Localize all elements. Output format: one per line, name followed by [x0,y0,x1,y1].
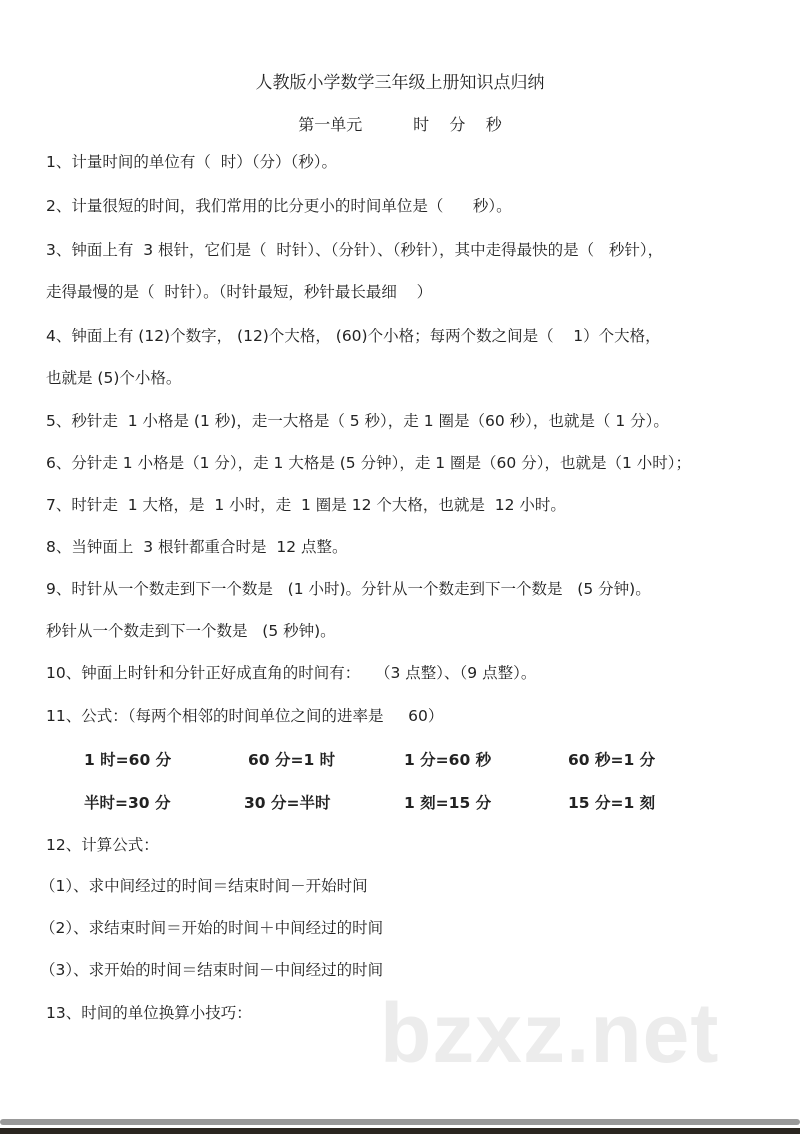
item-4: 4、钟面上有 (12)个数字， (12)个大格， (60)个小格；每两个数之间是（ 1）个大格， [46,327,661,345]
document-title: 人教版小学数学三年级上册知识点归纳 [255,73,545,93]
item-9-cont: 秒针从一个数走到下一个数是 (5 秒钟)。 [46,622,336,640]
item-5: 5、秒针走 1 小格是 (1 秒)，走一大格是（ 5 秒），走 1 圈是（60 秒），也就是（ 1 分）。 [46,412,669,430]
formula: 1 时=60 分 [84,751,172,769]
item-13: 13、时间的单位换算小技巧： [46,1004,252,1022]
item-10: 10、钟面上时针和分针正好成直角的时间有： （3 点整）、（9 点整）。 [46,664,537,682]
item-2: 2、计量很短的时间，我们常用的比分更小的时间单位是（ 秒）。 [46,197,512,215]
formula: 30 分=半时 [244,794,331,812]
item-12-3: （3）、求开始的时间＝结束时间－中间经过的时间 [40,961,384,979]
item-3-cont: 走得最慢的是（ 时针）。（时针最短，秒针最长最细 ） [46,283,433,301]
formula: 15 分=1 刻 [568,794,656,812]
formula: 1 刻=15 分 [404,794,492,812]
background-strip [0,1128,800,1134]
horizontal-scrollbar[interactable] [0,1119,800,1125]
formula: 60 分=1 时 [248,751,336,769]
item-7: 7、时针走 1 大格，是 1 小时，走 1 圈是 12 个大格，也就是 12 小时。 [46,496,566,514]
item-1: 1、计量时间的单位有（ 时）（分）（秒）。 [46,153,337,171]
item-6: 6、分针走 1 小格是（1 分），走 1 大格是 (5 分钟），走 1 圈是（60 分），也就是（1 小时）； [46,454,692,472]
item-12-2: （2）、求结束时间＝开始的时间＋中间经过的时间 [40,919,384,937]
item-9: 9、时针从一个数走到下一个数是 (1 小时)。分针从一个数走到下一个数是 (5 分钟)。 [46,580,651,598]
item-4-cont: 也就是 (5)个小格。 [46,369,182,387]
unit-heading: 第一单元 时 分 秒 [298,115,502,134]
item-11: 11、公式：（每两个相邻的时间单位之间的进率是 60） [46,707,444,725]
formula: 1 分=60 秒 [404,751,492,769]
item-8: 8、当钟面上 3 根针都重合时是 12 点整。 [46,538,348,556]
watermark: bzxz.net [380,986,720,1080]
item-12-1: （1）、求中间经过的时间＝结束时间－开始时间 [40,877,368,895]
formula: 60 秒=1 分 [568,751,656,769]
formula: 半时=30 分 [84,794,171,812]
item-3: 3、钟面上有 3 根针，它们是（ 时针）、（分针）、（秒针），其中走得最快的是（ 秒针）， [46,241,664,259]
item-12: 12、计算公式： [46,836,159,854]
